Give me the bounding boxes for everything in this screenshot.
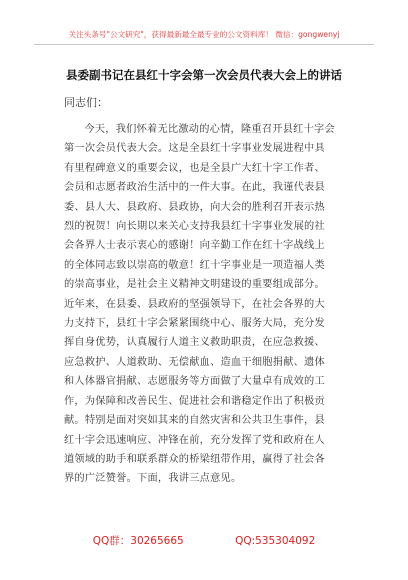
body-line: 献。特别是面对突如其来的自然灾害和公共卫生事件，县: [64, 415, 325, 427]
body-line: 会员和志愿者政治生活中的一件大事。在此，我谨代表县: [64, 182, 325, 194]
body-line: 和人体器官捐献、志愿服务等方面做了大量卓有成效的工: [64, 376, 325, 388]
document-title: 县委副书记在县红十字会第一次会员代表大会上的讲话: [66, 68, 342, 82]
body-line: 力支持下，县红十字会紧紧围绕中心、服务大局，充分发: [64, 318, 325, 330]
body-line: 红十字会迅速响应、冲锋在前，充分发挥了党和政府在人: [64, 434, 325, 446]
body-line: 委、县人大、县政府、县政协，向大会的胜利召开表示热: [64, 201, 325, 213]
body-line: 今天，我们怀着无比激动的心情，隆重召开县红十字会: [84, 124, 335, 135]
header-divider: [34, 44, 374, 45]
body-line: 界的广泛赞誉。下面，我讲三点意见。: [64, 473, 242, 485]
body-line: 烈的祝贺！向长期以来关心支持我县红十字事业发展的社: [64, 221, 325, 233]
document-body: [64, 120, 344, 489]
footer-qq-number: QQ:535304092: [235, 535, 316, 547]
salutation: 同志们：: [64, 96, 108, 109]
body-line: 第一次会员代表大会。这是全县红十字事业发展进程中具: [64, 143, 325, 155]
body-line: 作，为保障和改善民生、促进社会和谐稳定作出了积极贡: [64, 395, 325, 407]
body-line: 近年来，在县委、县政府的坚强领导下，在社会各界的大: [64, 298, 325, 310]
header-note: 关注头条号"公文研究"，获得最新最全最专业的公文资料库！ 微信：gongwenyj: [68, 30, 340, 39]
body-line: 道领域的助手和联系群众的桥梁纽带作用，赢得了社会各: [64, 453, 325, 465]
footer-contacts: [0, 533, 408, 548]
body-line: 应急救护、人道救助、无偿献血、造血干细胞捐献、遗体: [64, 356, 325, 368]
body-line: 的全体同志致以崇高的敬意！红十字事业是一项造福人类: [64, 259, 325, 271]
body-line: 的崇高事业，是社会主义精神文明建设的重要组成部分。: [64, 279, 325, 291]
body-line: 挥自身优势，认真履行人道主义救助职责，在应急救援、: [64, 337, 325, 349]
footer-qq-group: QQ群：30265665: [92, 535, 184, 547]
body-line: 有里程碑意义的重要会议，也是全县广大红十字工作者、: [64, 162, 325, 174]
body-line: 会各界人士表示衷心的感谢！向辛勤工作在红十字战线上: [64, 240, 325, 252]
